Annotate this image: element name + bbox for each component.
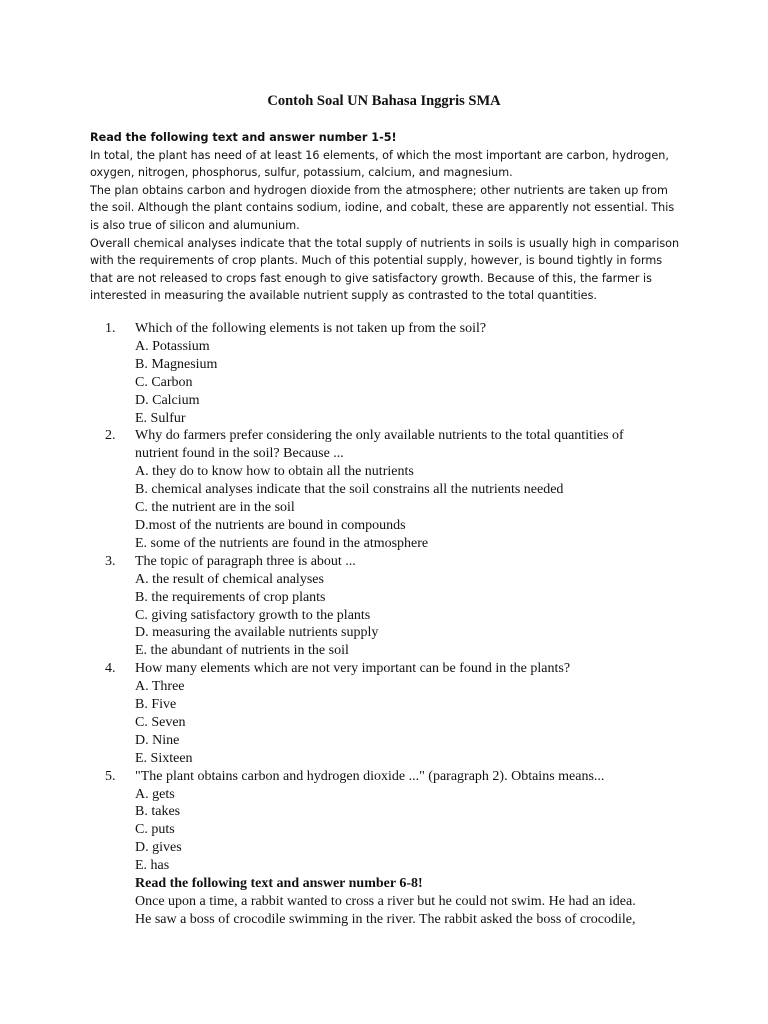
question-number: 1. (105, 321, 116, 336)
answer-option: A. Potassium (135, 338, 210, 354)
passage-line: is also true of silicon and alumunium. (90, 218, 300, 232)
answer-option: C. the nutrient are in the soil (135, 500, 295, 516)
answer-option: D. Nine (135, 732, 180, 748)
question-text: "The plant obtains carbon and hydrogen dioxide ..." (paragraph 2). Obtains means... (135, 768, 605, 784)
passage-line: interested in measuring the available nutrient supply as contrasted to the total quantities. (90, 289, 597, 303)
answer-option: C. puts (135, 822, 175, 838)
question-4 (105, 660, 705, 767)
answer-option: E. the abundant of nutrients in the soil (135, 643, 349, 659)
answer-option: D. measuring the available nutrients supply (135, 625, 379, 641)
passage-line: In total, the plant has need of at least 16 elements, of which the most important are carbon, hydrogen, (90, 148, 669, 162)
question-number: 2. (105, 428, 116, 444)
answer-option: E. Sulfur (135, 410, 186, 426)
answer-option: B. chemical analyses indicate that the soil constrains all the nutrients needed (135, 482, 564, 498)
question-1 (105, 320, 705, 427)
question-text: How many elements which are not very important can be found in the plants? (135, 661, 571, 677)
story-line: Once upon a time, a rabbit wanted to cross a river but he could not swim. He had an idea. (135, 894, 636, 909)
answer-option: B. takes (135, 804, 181, 820)
story-heading: Read the following text and answer number 6-8! (135, 876, 423, 892)
passage-line: with the requirements of crop plants. Much of this potential supply, however, is bound tightly in forms (90, 254, 663, 268)
passage-heading: Read the following text and answer number 1-5! (90, 131, 397, 144)
question-number: 5. (105, 768, 116, 784)
answer-option: C. Seven (135, 714, 186, 730)
question-text: The topic of paragraph three is about ... (135, 553, 356, 569)
passage-line: Overall chemical analyses indicate that the total supply of nutrients in soils is usually high in comparison (90, 236, 680, 250)
reading-passage-2 (135, 875, 705, 929)
passage-line: that are not released to crops fast enough to give satisfactory growth. Because of this, the farmer is (90, 271, 652, 285)
question-number: 4. (105, 661, 116, 677)
passage-line: the soil. Although the plant contains sodium, iodine, and cobalt, these are apparently not essential. This (90, 201, 675, 215)
passage-line: oxygen, nitrogen, phosphorus, sulfur, potassium, calcium, and magnesium. (90, 166, 513, 180)
question-list (105, 320, 705, 929)
question-2 (105, 427, 705, 552)
question-number: 3. (105, 553, 116, 569)
answer-option: E. Sixteen (135, 750, 193, 766)
question-text: Which of the following elements is not taken up from the soil? (135, 321, 487, 336)
answer-option: B. Magnesium (135, 356, 218, 372)
answer-option: C. giving satisfactory growth to the plants (135, 607, 371, 623)
answer-option: A. Three (135, 679, 185, 695)
answer-option: E. some of the nutrients are found in the atmosphere (135, 535, 429, 551)
reading-passage-1 (90, 129, 690, 305)
story-line: He saw a boss of crocodile swimming in the river. The rabbit asked the boss of crocodile, (135, 911, 636, 927)
question-3 (105, 553, 705, 660)
answer-option: B. Five (135, 697, 177, 713)
answer-option: E. has (135, 858, 170, 874)
answer-option: D.most of the nutrients are bound in compounds (135, 517, 406, 533)
answer-option: A. gets (135, 786, 175, 802)
question-5 (105, 768, 705, 875)
answer-option: A. they do to know how to obtain all the nutrients (135, 464, 414, 480)
question-text: Why do farmers prefer considering the only available nutrients to the total quantities of (135, 428, 624, 444)
answer-option: A. the result of chemical analyses (135, 571, 324, 587)
question-text-continued: nutrient found in the soil? Because ... (135, 446, 344, 462)
answer-option: D. gives (135, 840, 182, 856)
answer-option: D. Calcium (135, 392, 200, 408)
answer-option: C. Carbon (135, 374, 193, 390)
passage-line: The plan obtains carbon and hydrogen dioxide from the atmosphere; other nutrients are taken up from (90, 183, 668, 197)
answer-option: B. the requirements of crop plants (135, 589, 326, 605)
page-title: Contoh Soal UN Bahasa Inggris SMA (267, 93, 501, 109)
